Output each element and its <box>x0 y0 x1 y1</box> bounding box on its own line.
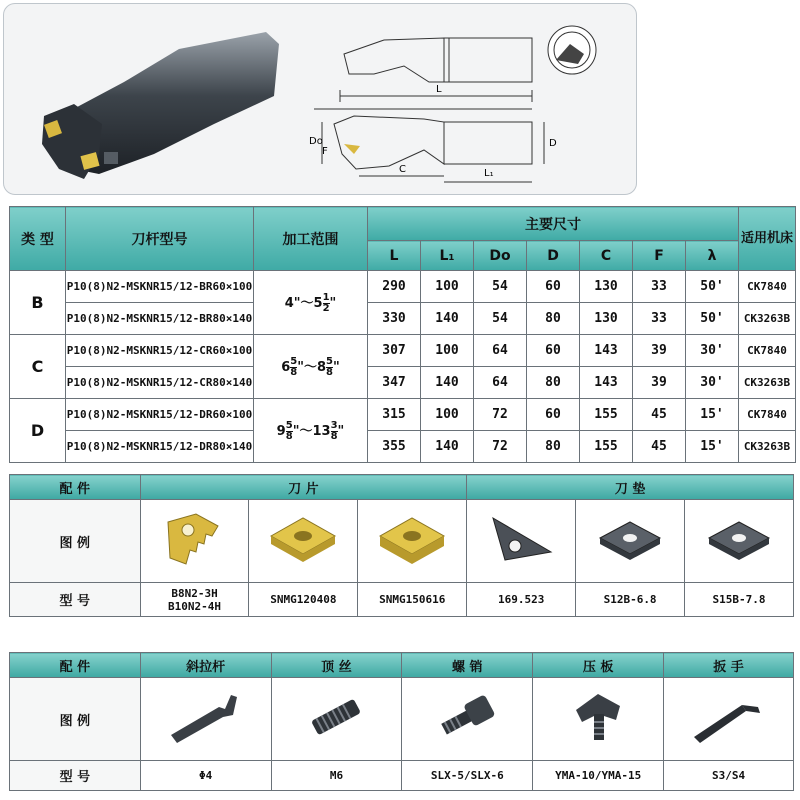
table-row <box>10 271 796 303</box>
parts-inserts-table <box>9 474 794 617</box>
range-fraction <box>286 421 293 442</box>
cell-Do: 64 <box>474 335 527 367</box>
header-screw-pin: 螺 销 <box>402 653 533 678</box>
cell-F: 33 <box>633 303 686 335</box>
model-cell: P10(8)N2-MSKNR15/12-BR80×140 <box>66 303 254 335</box>
range-sep: "～ <box>297 359 317 375</box>
model-cell: P10(8)N2-MSKNR15/12-DR60×100 <box>66 399 254 431</box>
header-machine: 适用机床 <box>739 207 796 271</box>
cell-Do: 72 <box>474 431 527 463</box>
row-model-label: 型 号 <box>10 761 141 791</box>
insert-snmg120408-image <box>249 500 358 583</box>
parts-col-label: 配 件 <box>10 653 141 678</box>
cell-C: 155 <box>580 399 633 431</box>
clamp-image <box>533 678 664 761</box>
insert-group-label: 刀 片 <box>140 475 467 500</box>
range-text: 6 <box>281 359 291 375</box>
cell-lambda: 15' <box>686 431 739 463</box>
shim-s12b-image <box>576 500 685 583</box>
cell-lambda: 50' <box>686 303 739 335</box>
dim-F-label: F <box>322 146 328 157</box>
cell-lambda: 30' <box>686 367 739 399</box>
table-row <box>10 303 796 335</box>
cell-machine: CK3263B <box>739 303 796 335</box>
cell-Do: 54 <box>474 303 527 335</box>
dim-L-label: L <box>436 84 442 95</box>
cell-L1: 100 <box>421 399 474 431</box>
cell-L: 315 <box>368 399 421 431</box>
parts-accessories-section <box>9 652 794 791</box>
cell-machine: CK3263B <box>739 431 796 463</box>
cell-C: 143 <box>580 367 633 399</box>
cell-machine: CK3263B <box>739 367 796 399</box>
table-row <box>10 399 796 431</box>
draw-bar-image <box>140 678 271 761</box>
model-cell: P10(8)N2-MSKNR15/12-BR60×100 <box>66 271 254 303</box>
header-holder: 刀杆型号 <box>66 207 254 271</box>
cell-F: 45 <box>633 399 686 431</box>
fraction-den: 8 <box>290 366 298 378</box>
header-dims: 主要尺寸 <box>368 207 739 241</box>
parts-accessories-table <box>9 652 794 791</box>
cell-L1: 100 <box>421 271 474 303</box>
col-Do: Do <box>474 241 527 271</box>
part-model: YMA-10/YMA-15 <box>533 761 664 791</box>
cell-lambda: 30' <box>686 335 739 367</box>
cell-L: 347 <box>368 367 421 399</box>
insert-model-cell <box>140 583 249 617</box>
cell-F: 39 <box>633 335 686 367</box>
cell-L: 355 <box>368 431 421 463</box>
fraction-num: 5 <box>285 419 293 431</box>
boring-bar-render <box>42 32 279 179</box>
part-model: B10N2-4H <box>168 599 222 613</box>
shim-group-label: 刀 垫 <box>467 475 794 500</box>
cell-F: 39 <box>633 367 686 399</box>
cell-D: 80 <box>527 303 580 335</box>
col-lambda: λ <box>686 241 739 271</box>
part-model: B8N2-3H <box>171 586 218 600</box>
cell-machine: CK7840 <box>739 335 796 367</box>
col-L1: L₁ <box>421 241 474 271</box>
table-row <box>10 431 796 463</box>
col-L: L <box>368 241 421 271</box>
dim-D-label: D <box>549 138 557 149</box>
shim-s15b-image <box>685 500 794 583</box>
header-clamp: 压 板 <box>533 653 664 678</box>
boring-bar-drawings <box>4 4 636 194</box>
range-fraction <box>326 357 333 378</box>
fraction-num: 5 <box>326 355 334 367</box>
header-wrench: 扳 手 <box>664 653 794 678</box>
part-model: S12B-6.8 <box>576 583 685 617</box>
type-cell: D <box>10 399 66 463</box>
range-fraction <box>323 293 330 314</box>
set-screw-image <box>271 678 402 761</box>
table-row <box>10 367 796 399</box>
end-view-drawing <box>548 26 596 74</box>
model-cell: P10(8)N2-MSKNR15/12-CR60×100 <box>66 335 254 367</box>
fraction-den: 2 <box>322 302 330 314</box>
cell-machine: CK7840 <box>739 271 796 303</box>
cell-D: 60 <box>527 271 580 303</box>
header-type: 类 型 <box>10 207 66 271</box>
cell-machine: CK7840 <box>739 399 796 431</box>
model-cell: P10(8)N2-MSKNR15/12-CR80×140 <box>66 367 254 399</box>
wrench-image <box>664 678 794 761</box>
part-model: 169.523 <box>467 583 576 617</box>
dim-L1-label: L₁ <box>484 168 494 179</box>
fraction-num: 5 <box>290 355 298 367</box>
cell-C: 130 <box>580 303 633 335</box>
cell-L1: 140 <box>421 431 474 463</box>
cell-L: 330 <box>368 303 421 335</box>
type-cell: C <box>10 335 66 399</box>
range-sep: "～ <box>292 423 313 439</box>
cell-L: 290 <box>368 271 421 303</box>
table-row <box>10 335 796 367</box>
cell-Do: 72 <box>474 399 527 431</box>
range-text: 13 <box>312 423 331 439</box>
cell-L: 307 <box>368 335 421 367</box>
row-image-label: 图 例 <box>10 500 141 583</box>
row-model-label: 型 号 <box>10 583 141 617</box>
cell-F: 45 <box>633 431 686 463</box>
cell-D: 80 <box>527 367 580 399</box>
range-text: 8 <box>317 359 327 375</box>
insert-b8n2-image <box>140 500 249 583</box>
cell-C: 155 <box>580 431 633 463</box>
cell-L1: 140 <box>421 367 474 399</box>
fraction-num: 1 <box>322 291 330 303</box>
range-cell: $4"\sim 5\frac{1}{2}$ " <box>254 271 368 335</box>
col-F: F <box>633 241 686 271</box>
fraction-den: 8 <box>285 430 293 442</box>
dim-Do-label: Do <box>309 136 323 147</box>
range-text: 9 <box>276 423 286 439</box>
col-D: D <box>527 241 580 271</box>
model-cell: P10(8)N2-MSKNR15/12-DR80×140 <box>66 431 254 463</box>
type-cell: B <box>10 271 66 335</box>
dim-C-label: C <box>399 164 406 175</box>
row-image-label: 图 例 <box>10 678 141 761</box>
header-range: 加工范围 <box>254 207 368 271</box>
parts-inserts-section <box>9 474 794 617</box>
part-model: SLX-5/SLX-6 <box>402 761 533 791</box>
screw-pin-image <box>402 678 533 761</box>
cell-lambda: 15' <box>686 399 739 431</box>
range-cell: $6\frac{5}{8}$ "$\sim 8\frac{5}{8}$ " <box>254 335 368 399</box>
cell-lambda: 50' <box>686 271 739 303</box>
header-draw-bar: 斜拉杆 <box>140 653 271 678</box>
parts-col-label: 配 件 <box>10 475 141 500</box>
cell-D: 60 <box>527 335 580 367</box>
col-C: C <box>580 241 633 271</box>
cell-L1: 100 <box>421 335 474 367</box>
cell-L1: 140 <box>421 303 474 335</box>
fraction-den: 8 <box>326 366 334 378</box>
fraction-den: 8 <box>330 430 338 442</box>
part-model: SNMG120408 <box>249 583 358 617</box>
spec-table <box>9 206 796 463</box>
cell-Do: 54 <box>474 271 527 303</box>
part-model: M6 <box>271 761 402 791</box>
part-model: S3/S4 <box>664 761 794 791</box>
product-illustration-panel <box>3 3 637 195</box>
range-fraction <box>331 421 338 442</box>
cell-C: 130 <box>580 271 633 303</box>
cell-D: 60 <box>527 399 580 431</box>
range-text: 4"～5 <box>284 295 323 311</box>
insert-snmg150616-image <box>358 500 467 583</box>
header-set-screw: 顶 丝 <box>271 653 402 678</box>
cell-F: 33 <box>633 271 686 303</box>
part-model: Φ4 <box>140 761 271 791</box>
cell-D: 80 <box>527 431 580 463</box>
fraction-num: 3 <box>330 419 338 431</box>
range-cell: $9\frac{5}{8}$ "$\sim 13\frac{3}{8}$ " <box>254 399 368 463</box>
cell-C: 143 <box>580 335 633 367</box>
shim-169523-image <box>467 500 576 583</box>
cell-Do: 64 <box>474 367 527 399</box>
part-model: S15B-7.8 <box>685 583 794 617</box>
part-model: SNMG150616 <box>358 583 467 617</box>
